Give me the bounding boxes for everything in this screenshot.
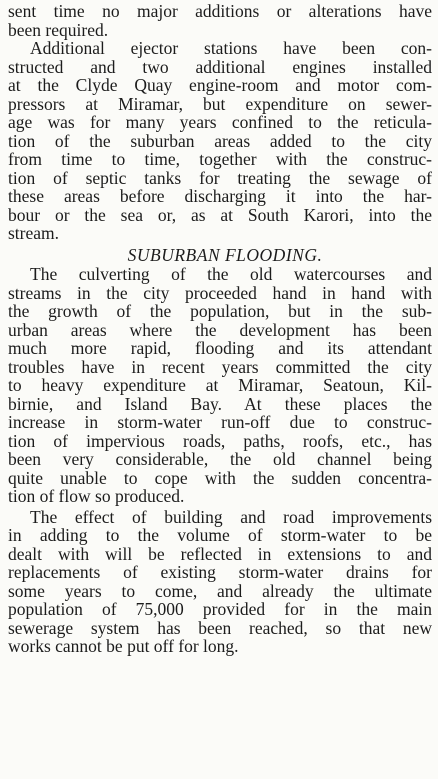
- text-line: tion of the suburban areas added to the city: [8, 130, 432, 151]
- text-line: replacements of existing storm-water drains for: [8, 562, 432, 582]
- text-line: been required.: [8, 19, 109, 40]
- text-line: tion of septic tanks for treating the sewage of: [8, 167, 432, 188]
- text-line: dealt with will be reflected in extensions to and: [8, 543, 432, 564]
- text-line: troubles have in recent years committed the city: [8, 356, 432, 377]
- text-line: population of 75,000 provided for in the main: [8, 599, 432, 619]
- text-line: at the Clyde Quay engine-room and motor com-: [8, 75, 432, 95]
- text-line: tion of flow so produced.: [8, 486, 185, 506]
- text-line: increase in storm-water run-off due to construc-: [8, 412, 432, 432]
- text-line: stream.: [8, 223, 60, 243]
- text-line: urban areas where the development has been: [8, 319, 432, 340]
- text-line: sent time no major additions or alterations have: [8, 1, 432, 21]
- text-line: from time to time, together with the construc-: [8, 149, 432, 169]
- text-line: pressors at Miramar, but expenditure on sewer-: [8, 93, 432, 114]
- text-line: age was for many years confined to the reticula-: [8, 112, 432, 132]
- text-line: quite unable to cope with the sudden concentra-: [8, 467, 432, 488]
- text-line: The culverting of the old watercourses and: [30, 264, 432, 284]
- text-line: birnie, and Island Bay. At these places the: [8, 393, 432, 414]
- paragraph-continuation: [8, 2, 432, 39]
- text-line: bour or the sea or, as at South Karori, into the: [8, 204, 432, 225]
- text-line: works cannot be put off for long.: [8, 636, 239, 656]
- text-line: Additional ejector stations have been con-: [30, 38, 432, 58]
- article-column: [8, 2, 432, 656]
- text-line: tion of impervious roads, paths, roofs, etc., has: [8, 430, 432, 451]
- paragraph-culverting: [8, 265, 432, 506]
- text-line: structed and two additional engines installed: [8, 56, 432, 77]
- section-heading: SUBURBAN FLOODING.: [127, 244, 323, 265]
- text-line: streams in the city proceeded hand in hand with: [8, 282, 432, 303]
- text-line: to heavy expenditure at Miramar, Seatoun, Kil-: [8, 375, 432, 395]
- text-line: been very considerable, the old channel being: [8, 449, 432, 469]
- text-line: these areas before discharging it into the har-: [8, 186, 432, 206]
- text-line: some years to come, and already the ultimate: [8, 580, 432, 601]
- text-line: much more rapid, flooding and its attendant: [8, 338, 432, 358]
- text-line: sewerage system has been reached, so that new: [8, 617, 432, 638]
- text-line: the growth of the population, but in the sub-: [8, 301, 432, 321]
- text-line: The effect of building and road improvements: [30, 506, 432, 527]
- text-line: in adding to the volume of storm-water to be: [8, 525, 432, 545]
- paragraph-ejector-stations: [8, 39, 432, 243]
- paragraph-building-effect: [8, 508, 432, 656]
